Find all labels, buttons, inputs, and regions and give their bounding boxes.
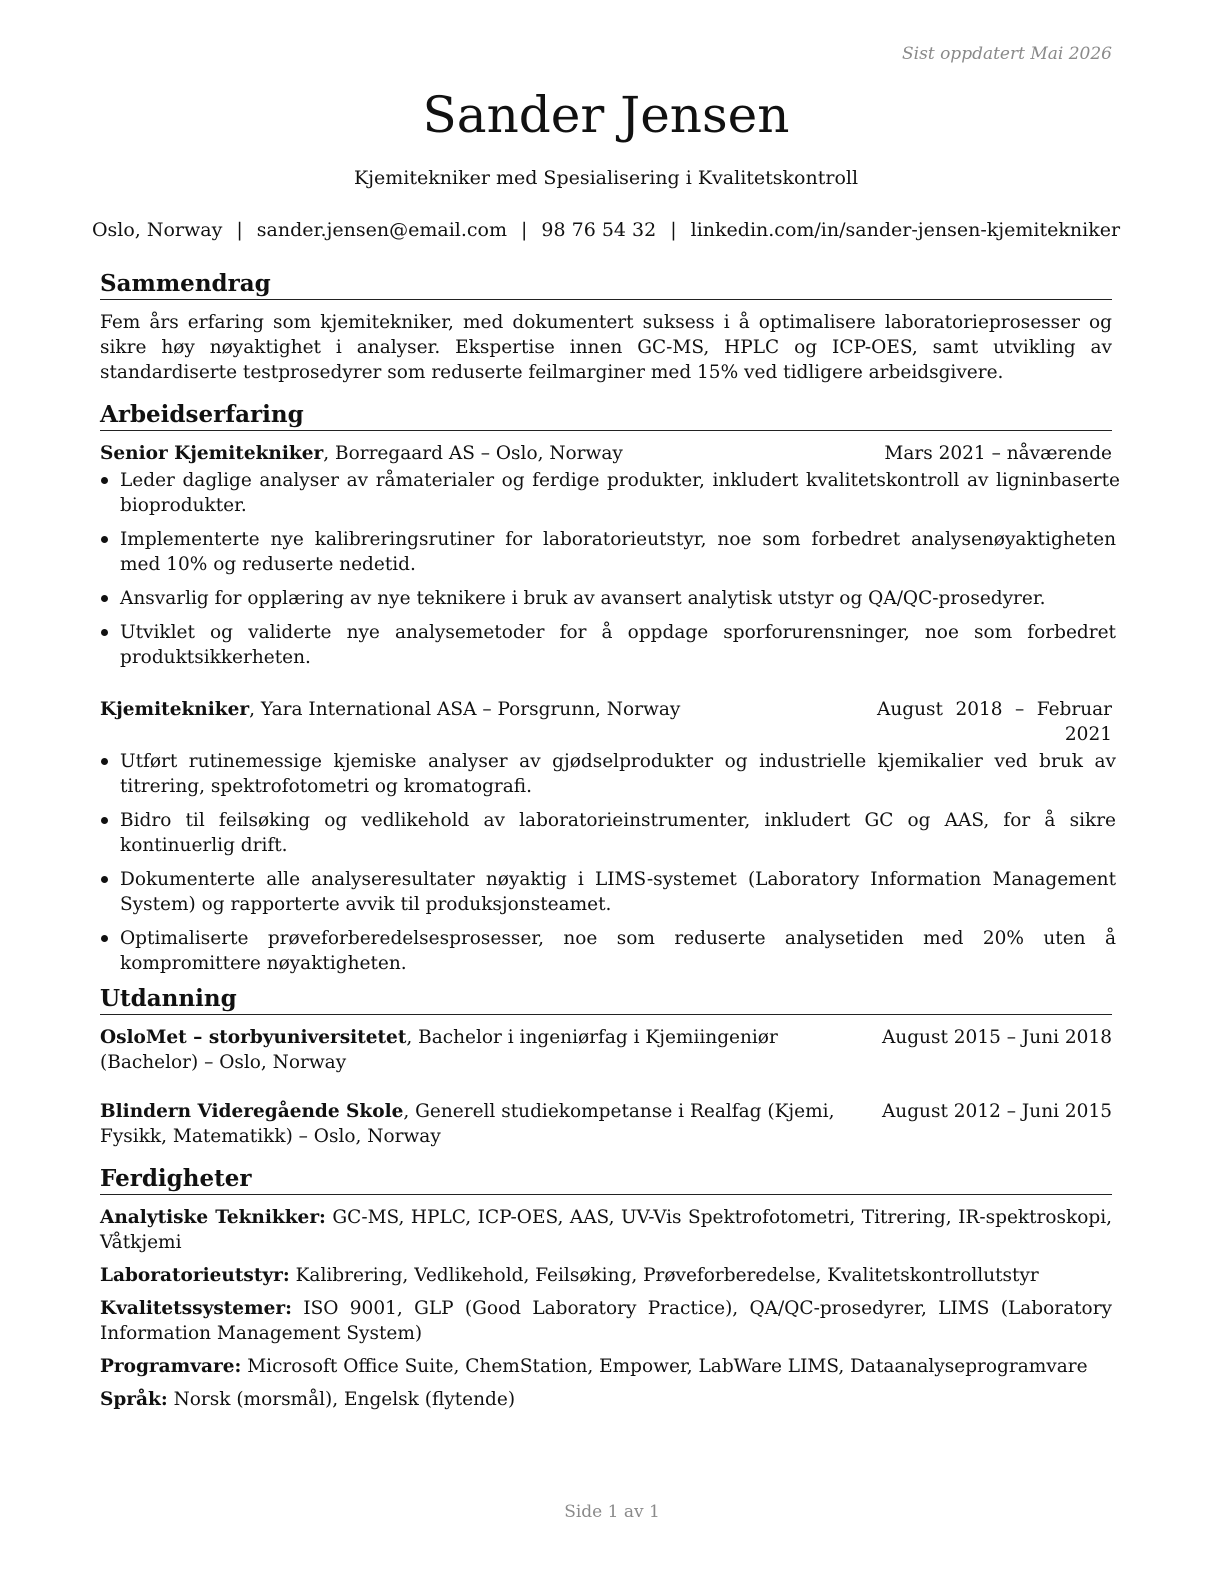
education-title-line bbox=[100, 1099, 880, 1149]
job-entry bbox=[100, 441, 1120, 670]
job-dates: Mars 2021 – nåværende bbox=[884, 443, 1112, 464]
job-dates: August 2018 – Februar 2021 bbox=[877, 699, 1112, 745]
education-school: OsloMet – storbyuniversitetet bbox=[100, 1027, 407, 1048]
contact-linkedin[interactable]: linkedin.com/in/sander-jensen-kjemitekniker bbox=[690, 219, 1121, 241]
experience-section bbox=[100, 401, 1120, 976]
contact-email[interactable]: sander.jensen@email.com bbox=[256, 219, 507, 241]
candidate-name: Sander Jensen bbox=[422, 86, 790, 144]
education-entry bbox=[100, 1099, 1112, 1149]
resume-body bbox=[100, 270, 1120, 1420]
skill-label: Analytiske Teknikker: bbox=[100, 1207, 326, 1228]
last-updated: Sist oppdatert Mai 2026 bbox=[902, 44, 1112, 64]
skill-value: Norsk (morsmål), Engelsk (flytende) bbox=[167, 1389, 516, 1410]
education-dates: August 2015 – Juni 2018 bbox=[881, 1027, 1112, 1048]
skill-label: Språk: bbox=[100, 1389, 168, 1410]
education-dates: August 2012 – Juni 2015 bbox=[881, 1101, 1112, 1122]
skill-row bbox=[100, 1354, 1112, 1379]
education-section bbox=[100, 985, 1112, 1149]
job-employer: , Yara International ASA – Porsgrunn, Norway bbox=[249, 699, 681, 720]
summary-text: Fem års erfaring som kjemitekniker, med dokumentert suksess i å optimalisere laboratorieprosesser og sikre høy nøyaktighet i analyser. Ekspertise innen GC-MS, HPLC og ICP-OES, samt utvikling av standardiserte testprosedyrer som reduserte feilmarginer med 15% ved tidligere arbeidsgivere. bbox=[100, 312, 1112, 383]
job-title-line bbox=[100, 697, 877, 747]
list-item: Ansvarlig for opplæring av nye teknikere i bruk av avansert analytisk utstyr og QA/QC-prosedyrer. bbox=[120, 586, 1116, 611]
skill-value: ISO 9001, GLP (Good Laboratory Practice), QA/QC-prosedyrer, LIMS (Laboratory Information Management System) bbox=[100, 1298, 1112, 1344]
list-item: Leder daglige analyser av råmaterialer og ferdige produkter, inkludert kvalitetskontroll av ligninbaserte bioprodukter. bbox=[120, 470, 1120, 516]
list-item: Implementerte nye kalibreringsrutiner for laboratorieutstyr, noe som forbedret analysenøyaktigheten med 10% og reduserte nedetid. bbox=[120, 529, 1116, 575]
skill-row bbox=[100, 1387, 1112, 1412]
skills-section bbox=[100, 1165, 1112, 1412]
job-title-line bbox=[100, 441, 884, 466]
headline: Kjemitekniker med Spesialisering i Kvalitetskontroll bbox=[353, 167, 859, 189]
contact-location: Oslo, Norway bbox=[91, 219, 223, 241]
education-title-line bbox=[100, 1025, 880, 1075]
summary-section bbox=[100, 270, 1112, 385]
job-title: Senior Kjemitekniker bbox=[100, 443, 324, 464]
contact-separator: | bbox=[521, 219, 528, 241]
job-employer: , Borregaard AS – Oslo, Norway bbox=[323, 443, 623, 464]
list-item: Bidro til feilsøking og vedlikehold av laboratorieinstrumenter, inkludert GC og AAS, for å sikre kontinuerlig drift. bbox=[120, 810, 1116, 856]
page-number: Side 1 av 1 bbox=[564, 1502, 660, 1522]
job-title: Kjemitekniker bbox=[100, 699, 250, 720]
skill-label: Programvare: bbox=[100, 1356, 242, 1377]
job-bullets bbox=[100, 468, 1120, 670]
skill-value: GC-MS, HPLC, ICP-OES, AAS, UV-Vis Spektrofotometri, Titrering, IR-spektroskopi, Våtkjemi bbox=[100, 1207, 1112, 1253]
contact-line bbox=[70, 219, 1142, 241]
education-detail: , Generell studiekompetanse i Realfag (Kjemi, Fysikk, Matematikk) – Oslo, Norway bbox=[100, 1101, 835, 1147]
job-bullets bbox=[100, 749, 1116, 976]
education-school: Blindern Videregående Skole bbox=[100, 1101, 404, 1122]
contact-separator: | bbox=[670, 219, 677, 241]
education-detail: , Bachelor i ingeniørfag i Kjemiingeniør (Bachelor) – Oslo, Norway bbox=[100, 1027, 778, 1073]
skill-label: Laboratorieutstyr: bbox=[100, 1265, 290, 1286]
skill-value: Kalibrering, Vedlikehold, Feilsøking, Prøveforberedelse, Kvalitetskontrollutstyr bbox=[289, 1265, 1039, 1286]
job-header bbox=[100, 441, 1112, 466]
education-entry bbox=[100, 1025, 1112, 1075]
contact-separator: | bbox=[236, 219, 243, 241]
section-heading-education: Utdanning bbox=[100, 985, 1112, 1015]
job-header bbox=[100, 697, 1112, 747]
skill-row bbox=[100, 1263, 1112, 1288]
list-item: Utviklet og validerte nye analysemetoder for å oppdage sporforurensninger, noe som forbedret produktsikkerheten. bbox=[120, 622, 1116, 668]
skill-label: Kvalitetssystemer: bbox=[100, 1298, 292, 1319]
section-heading-experience: Arbeidserfaring bbox=[100, 401, 1112, 431]
skill-row bbox=[100, 1205, 1112, 1255]
job-entry bbox=[100, 697, 1116, 976]
list-item: Optimaliserte prøveforberedelsesprosesser, noe som reduserte analysetiden med 20% uten å kompromittere nøyaktigheten. bbox=[120, 928, 1116, 974]
list-item: Dokumenterte alle analyseresultater nøyaktig i LIMS-systemet (Laboratory Information Management System) og rapporterte avvik til produksjonsteamet. bbox=[120, 869, 1116, 915]
contact-phone: 98 76 54 32 bbox=[541, 219, 657, 241]
skill-row bbox=[100, 1296, 1112, 1346]
section-heading-summary: Sammendrag bbox=[100, 270, 1112, 300]
list-item: Utført rutinemessige kjemiske analyser av gjødselprodukter og industrielle kjemikalier ved bruk av titrering, spektrofotometri og kromatografi. bbox=[120, 751, 1116, 797]
skill-value: Microsoft Office Suite, ChemStation, Empower, LabWare LIMS, Dataanalyseprogramvare bbox=[241, 1356, 1088, 1377]
section-heading-skills: Ferdigheter bbox=[100, 1165, 1112, 1195]
